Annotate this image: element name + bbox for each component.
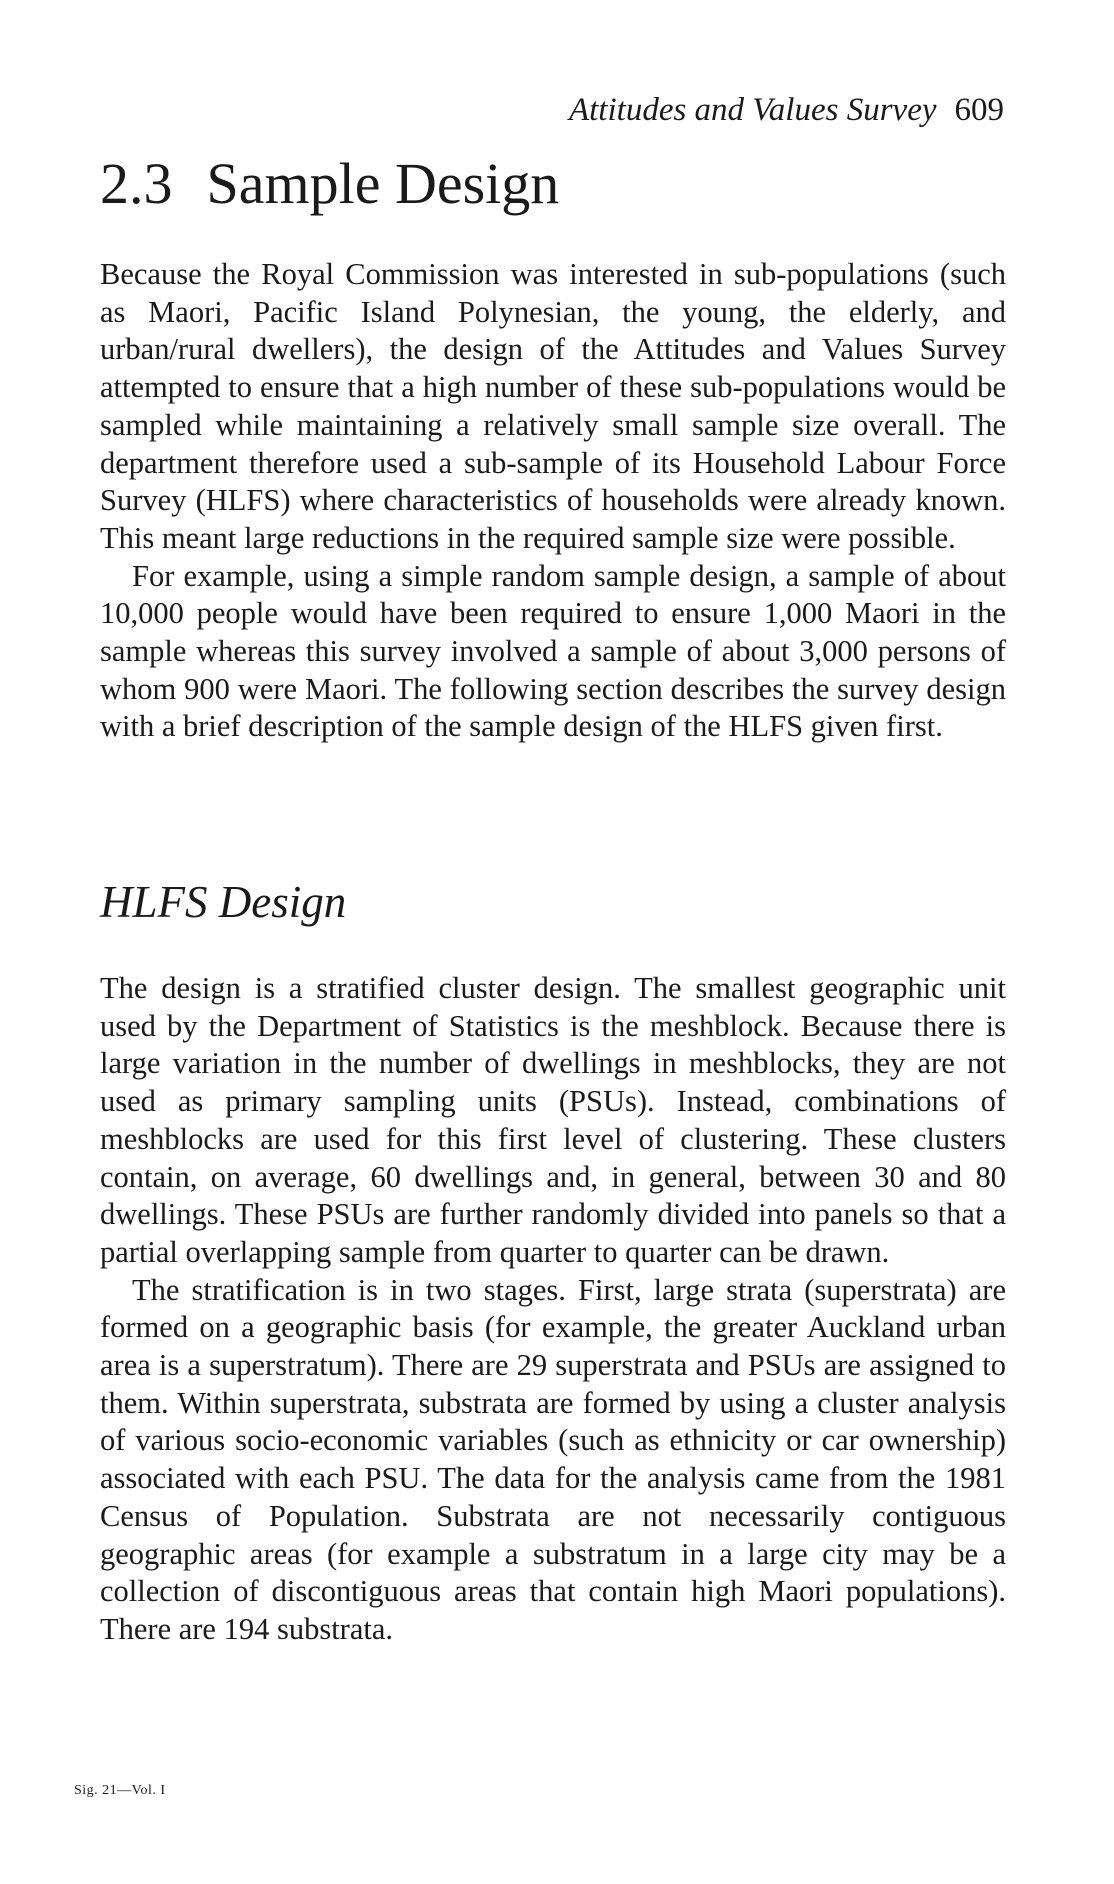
subsection-heading: HLFS Design — [100, 877, 347, 927]
signature-mark: Sig. 21—Vol. I — [74, 1783, 166, 1798]
running-head — [569, 92, 1004, 129]
section-number: 2.3 — [100, 151, 173, 216]
paragraph: The stratification is in two stages. First, large strata (superstrata) are formed on a geographic basis (for example, the greater Auckland urban area is a superstratum). There are 29 superstrata and PSUs are assigned to them. Within superstrata, substrata are formed by using a cluster analysis of various socio-economic variables (such as ethnicity or car ownership) associated with each PSU. The data for the analysis came from the 1981 Census of Population. Substrata are not necessarily contiguous geographic areas (for example a substratum in a large city may be a collection of discontiguous areas that contain high Maori populations). There are 194 substrata. — [100, 1272, 1006, 1646]
paragraph: The design is a stratified cluster design. The smallest geographic unit used by the Department of Statistics is the meshblock. Because there is large variation in the number of dwellings in meshblocks, they are not used as primary sampling units (PSUs). Instead, combinations of meshblocks are used for this first level of clustering. These clusters contain, on average, 60 dwellings and, in general, between 30 and 80 dwellings. These PSUs are further randomly divided into panels so that a partial overlapping sample from quarter to quarter can be drawn. — [100, 971, 1006, 1269]
subsection-body — [100, 970, 1006, 1649]
section-heading — [100, 151, 560, 216]
paragraph: Because the Royal Commission was interested in sub-populations (such as Maori, Pacific Island Polynesian, the young, the elderly, and urban/rural dwellers), the design of the Attitudes and Values Survey attempted to ensure that a high number of these sub-populations would be sampled while maintaining a relatively small sample size overall. The department therefore used a sub-sample of its Household Labour Force Survey (HLFS) where characteristics of households were already known. This meant large reductions in the required sample size were possible. — [100, 257, 1006, 555]
section-title: Sample Design — [206, 151, 560, 216]
running-head-title: Attitudes and Values Survey — [568, 92, 937, 128]
page-number: 609 — [954, 92, 1004, 128]
section-body — [100, 256, 1006, 746]
paragraph: For example, using a simple random sample design, a sample of about 10,000 people would have been required to ensure 1,000 Maori in the sample whereas this survey involved a sample of about 3,000 persons of whom 900 were Maori. The following section describes the survey design with a brief description of the sample design of the HLFS given first. — [100, 558, 1006, 744]
